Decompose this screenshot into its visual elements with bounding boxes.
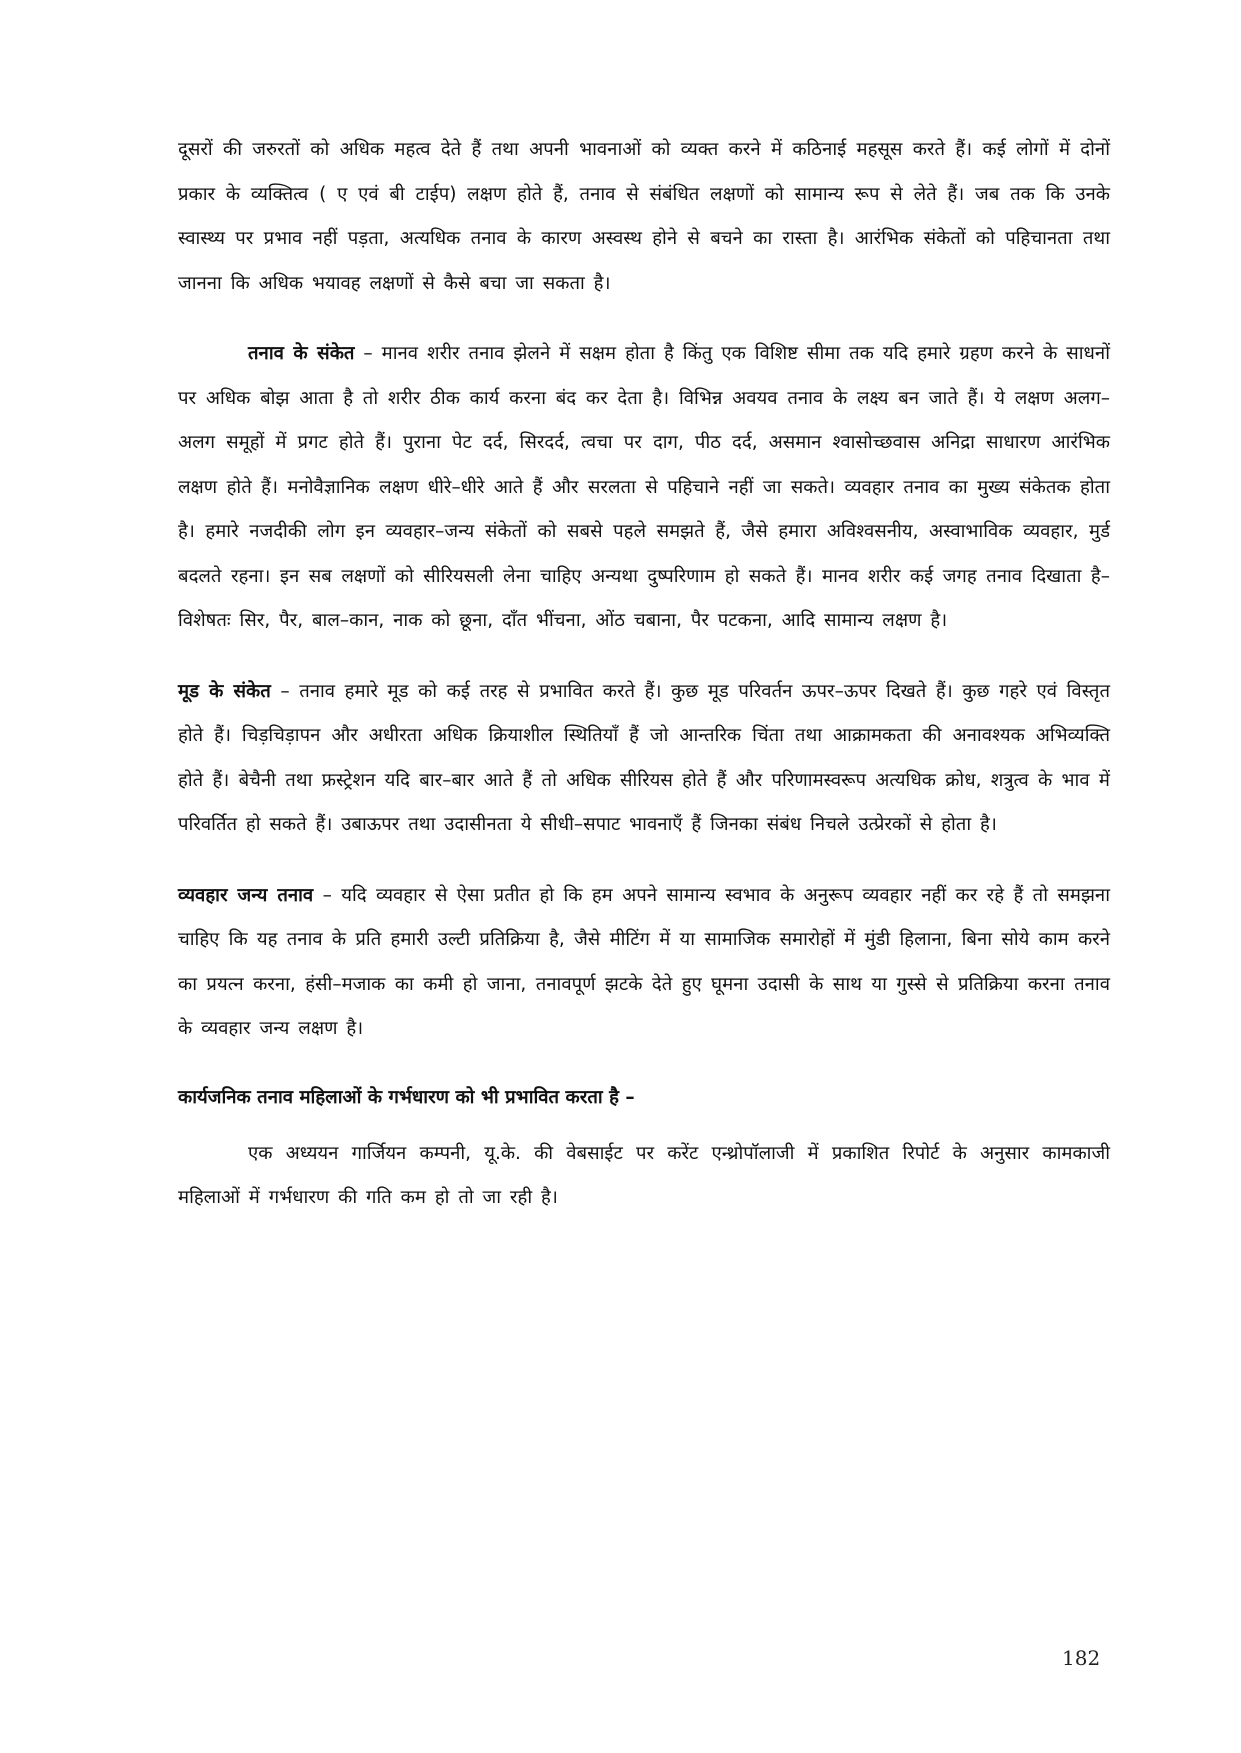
behavioral-stress-text: – यदि व्यवहार से ऐसा प्रतीत हो कि हम अपने सामान्य स्वभाव के अनुरूप व्यवहार नहीं कर रहे हैं तो समझना चाहिए कि यह तनाव के प्रति हमारी उल्टी प्रतिक्रिया है, जैसे मीटिंग में या सामाजिक समारोहों में मुंडी हिलाना, बिना सोये काम करने का प्रयत्न करना, हंसी–मजाक का कमी हो जाना, तनावपूर्ण झटके देते हुए घूमना उदासी के साथ या गुस्से से प्रतिक्रिया करना तनाव के व्यवहार जन्य लक्षण है। [178, 884, 1110, 1039]
paragraph-study: एक अध्ययन गार्जियन कम्पनी, यू.के. की वेबसाईट पर करेंट एन्थ्रोपॉलाजी में प्रकाशित रिपोर्ट के अनुसार कामकाजी महिलाओं में गर्भधारण की गति कम हो तो जा रही है। [178, 1142, 1110, 1208]
paragraph-intro: दूसरों की जरुरतों को अधिक महत्व देते हैं तथा अपनी भावनाओं को व्यक्त करने में कठिनाई महसूस करते हैं। कई लोगों में दोनों प्रकार के व्यक्तित्व ( ए एवं बी टाईप) लक्षण होते हैं, तनाव से संबंधित लक्षणों को सामान्य रूप से लेते हैं। जब तक कि उनके स्वास्थ्य पर प्रभाव नहीं पड़ता, अत्यधिक तनाव के कारण अस्वस्थ होने से बचने का रास्ता है। आरंभिक संकेतों को पहिचानता तथा जानना कि अधिक भयावह लक्षणों से कैसे बचा जा सकता है। [178, 139, 1110, 294]
paragraph-mood-signs [178, 670, 1110, 848]
page-number: 182 [1062, 1646, 1101, 1670]
mood-signs-text: – तनाव हमारे मूड को कई तरह से प्रभावित करते हैं। कुछ मूड परिवर्तन ऊपर–ऊपर दिखते हैं। कुछ गहरे एवं विस्तृत होते हैं। चिड़चिड़ापन और अधीरता अधिक क्रियाशील स्थितियाँ हैं जो आन्तरिक चिंता तथा आक्रामकता की अनावश्यक अभिव्यक्ति होते हैं। बेचैनी तथा फ्रस्ट्रेशन यदि बार–बार आते हैं तो अधिक सीरियस होते हैं और परिणामस्वरूप अत्यधिक क्रोध, शत्रुत्व के भाव में परिवर्तित हो सकते हैं। उबाऊपर तथा उदासीनता ये सीधी–सपाट भावनाएँ हैं जिनका संबंध निचले उत्प्रेरकों से होता है। [178, 680, 1110, 835]
mood-signs-heading: मूड के संकेत [178, 680, 271, 702]
stress-signs-heading: तनाव के संकेत [248, 343, 355, 364]
section-heading: कार्यजनिक तनाव महिलाओं के गर्भधारण को भी प्रभावित करता है – [178, 1086, 635, 1108]
paragraph-stress-signs [178, 332, 1110, 644]
stress-signs-text: – मानव शरीर तनाव झेलने में सक्षम होता है किंतु एक विशिष्ट सीमा तक यदि हमारे ग्रहण करने के साधनों पर अधिक बोझ आता है तो शरीर ठीक कार्य करना बंद कर देता है। विभिन्न अवयव तनाव के लक्ष्य बन जाते हैं। ये लक्षण अलग–अलग समूहों में प्रगट होते हैं। पुराना पेट दर्द, सिरदर्द, त्वचा पर दाग, पीठ दर्द, असमान श्वासोच्छवास अनिद्रा साधारण आरंभिक लक्षण होते हैं। मनोवैज्ञानिक लक्षण धीरे–धीरे आते हैं और सरलता से पहिचाने नहीं जा सकते। व्यवहार तनाव का मुख्य संकेतक होता है। हमारे नजदीकी लोग इन व्यवहार–जन्य संकेतों को सबसे पहले समझते हैं, जैसे हमारा अविश्वसनीय, अस्वाभाविक व्यवहार, मुर्ड बदलते रहना। इन सब लक्षणों को सीरियसली लेना चाहिए अन्यथा दुष्परिणाम हो सकते हैं। मानव शरीर कई जगह तनाव दिखाता है–विशेषतः सिर, पैर, बाल–कान, नाक को छूना, दाँत भींचना, ओंठ चबाना, पैर पटकना, आदि सामान्य लक्षण है। [178, 343, 1110, 631]
paragraph-behavioral-stress [178, 874, 1110, 1052]
behavioral-stress-heading: व्यवहार जन्य तनाव [178, 884, 314, 906]
page-body [178, 128, 1110, 1221]
